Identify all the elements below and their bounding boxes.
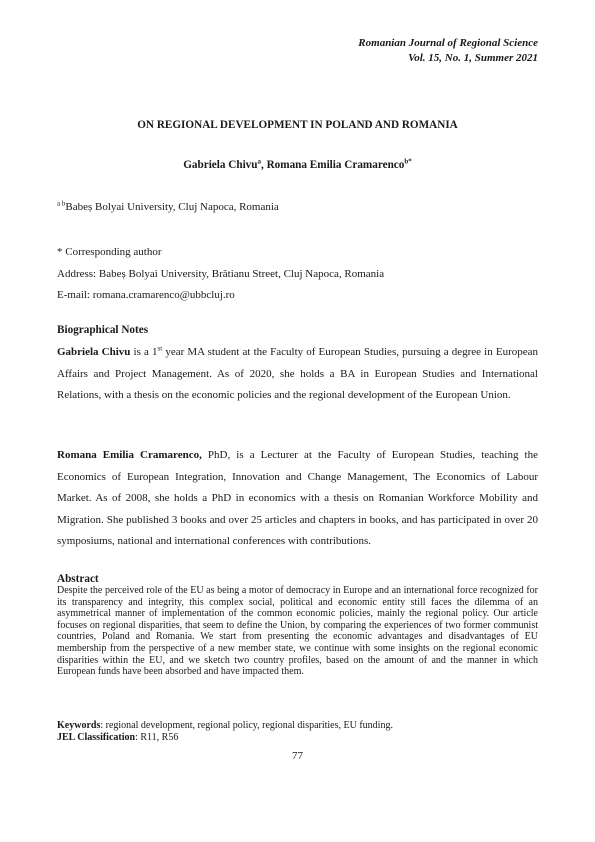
bio-text: PhD, is a Lecturer at the Faculty of European Studies, teaching the Economics of European Integration, Innovation and Change Management, The Economics of Labour Market. As of 2008, she holds a PhD in economics with a thesis on Romanian Workforce Mobility and Migration. She published 3 books and over 25 articles and chapters in books, and has participated in over 20 symposiums, national and international conferences with contributions. — [57, 449, 538, 547]
bio-paragraph — [57, 342, 538, 407]
abstract-heading: Abstract — [57, 573, 99, 585]
abstract-text: Despite the perceived role of the EU as being a motor of democracy in Europe and an international force recognized for its transparency and integrity, this complex social, political and economic entity still faces the dilemma of an asymmetrical manner of implementation of the common economic policies, mainly the regional policy. Our article focuses on regional disparities, that seem to define the Union, by comparing the experiences of two former communist countries, Poland and Romania. We start from presenting the economic advantages and disadvantages of EU membership from the perspective of a new member state, we continue with some insights on the regional economic disparities within the EU, and we sketch two country profiles, based on the amount of and the manner in which European funds have been absorbed and have impacted them. — [57, 585, 538, 678]
ordinal-suffix: st — [157, 344, 163, 353]
bio-paragraph — [57, 445, 538, 553]
correspondence-block — [57, 242, 384, 307]
author-name: Romana Emilia Cramarenco — [266, 159, 405, 171]
journal-issue: Vol. 15, No. 1, Summer 2021 — [408, 52, 538, 64]
bio-heading: Biographical Notes — [57, 324, 149, 336]
affiliation — [57, 201, 279, 213]
affiliation-text: Babeș Bolyai University, Cluj Napoca, Romania — [65, 201, 279, 213]
author-affiliation-mark: b* — [404, 157, 412, 166]
journal-header — [358, 36, 538, 66]
keywords-line — [57, 720, 393, 732]
jel-line — [57, 732, 178, 744]
author-affiliation-mark: a — [257, 157, 261, 166]
affiliation-mark: a b — [57, 199, 66, 208]
author-line — [0, 159, 595, 171]
corresponding-author-label: * Corresponding author — [57, 246, 162, 258]
bio-text: is a 1 — [130, 346, 158, 358]
bio-text: year MA student at the Faculty of European Studies, pursuing a degree in European Affairs and Project Management. As of 2020, she holds a BA in European Studies and International Relations, with a thesis on the economic policies and the regional development of the European Union. — [57, 346, 538, 401]
jel-label: JEL Classification — [57, 732, 136, 743]
page-number: 77 — [292, 750, 303, 762]
correspondence-address: Address: Babeș Bolyai University, Brătianu Street, Cluj Napoca, Romania — [57, 267, 385, 280]
author-separator: , — [261, 159, 267, 171]
correspondence-email: E-mail: romana.cramarenco@ubbcluj.ro — [57, 289, 235, 301]
keywords-label: Keywords — [57, 720, 101, 731]
bio-name: Gabriela Chivu — [57, 346, 131, 358]
bio-name: Romana Emilia Cramarenco, — [57, 449, 202, 461]
paper-title: ON REGIONAL DEVELOPMENT IN POLAND AND ROMANIA — [137, 119, 458, 131]
jel-text: : R11, R56 — [135, 732, 179, 743]
author-name: Gabriela Chivu — [183, 159, 258, 171]
keywords-text: : regional development, regional policy, regional disparities, EU funding. — [100, 720, 393, 731]
journal-name: Romanian Journal of Regional Science — [358, 37, 538, 49]
